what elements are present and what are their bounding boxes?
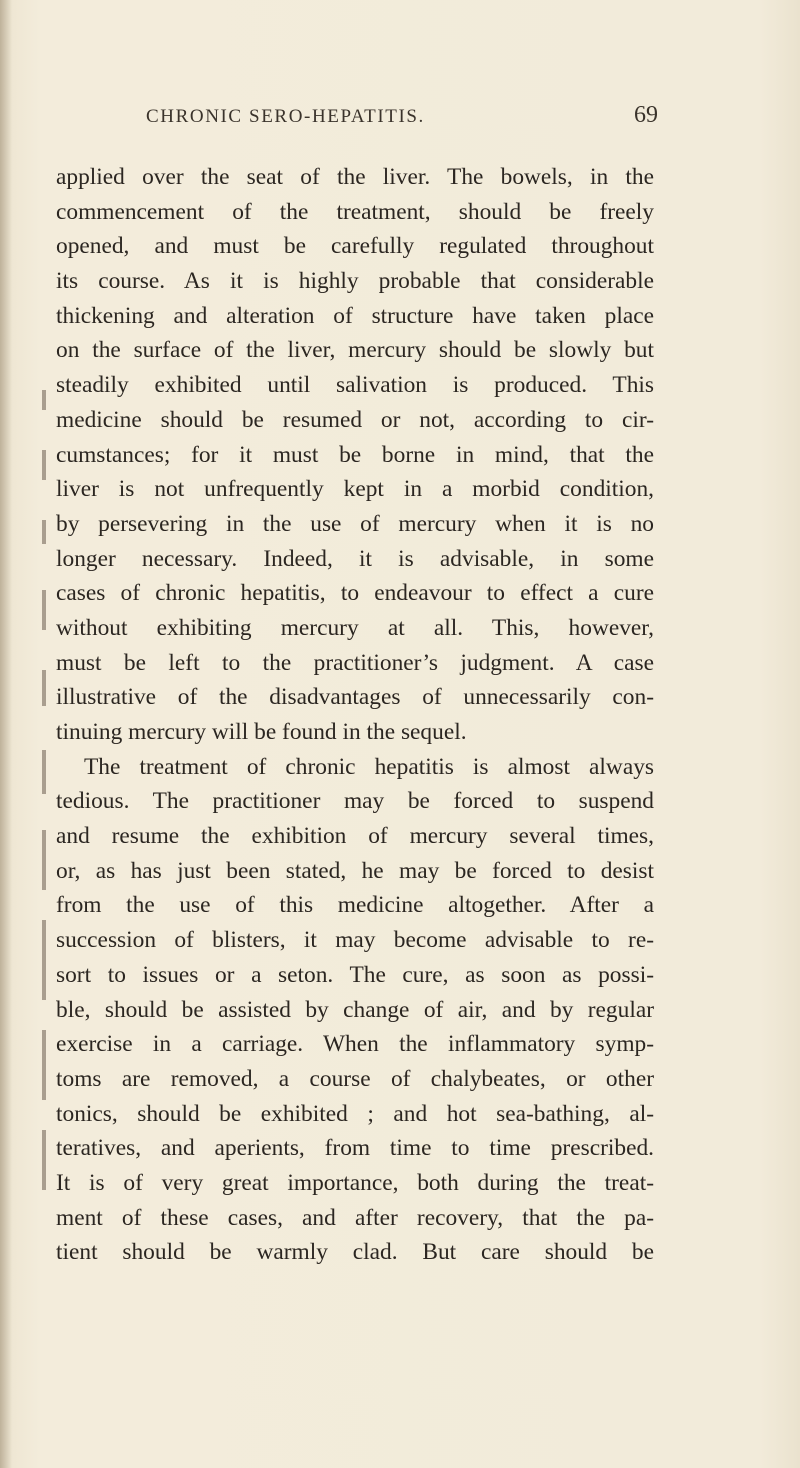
text-line: tedious. The practitioner may be forced to suspend bbox=[56, 788, 654, 815]
edge-mark bbox=[42, 450, 46, 480]
text-line: longer necessary. Indeed, it is advisable, in some bbox=[56, 545, 654, 572]
text-line: from the use of this medicine altogether. After a bbox=[56, 892, 654, 919]
text-line: medicine should be resumed or not, according to cir- bbox=[56, 406, 654, 433]
text-line: ble, should be assisted by change of air, and by regular bbox=[56, 996, 654, 1023]
text-line: cumstances; for it must be borne in mind, that the bbox=[56, 441, 654, 468]
edge-mark bbox=[42, 670, 46, 706]
edge-mark bbox=[42, 920, 46, 1000]
text-line: tient should be warmly clad. But care should be bbox=[56, 1239, 654, 1266]
edge-mark bbox=[42, 520, 46, 544]
text-line: by persevering in the use of mercury when it is no bbox=[56, 510, 654, 537]
text-line: succession of blisters, it may become advisable to re- bbox=[56, 927, 654, 954]
page-number: 69 bbox=[634, 102, 658, 128]
edge-mark bbox=[42, 830, 46, 890]
text-line: ment of these cases, and after recovery, that the pa- bbox=[56, 1204, 654, 1231]
paragraph-first-line: The treatment of chronic hepatitis is almost always bbox=[84, 753, 654, 780]
text-line: commencement of the treatment, should be freely bbox=[56, 198, 654, 225]
text-line: It is of very great importance, both during the treat- bbox=[56, 1169, 654, 1196]
edge-mark bbox=[42, 390, 46, 410]
text-line: tinuing mercury will be found in the sequel. bbox=[56, 719, 467, 745]
text-line: exercise in a carriage. When the inflammatory symp- bbox=[56, 1031, 654, 1058]
text-line: thickening and alteration of structure have taken place bbox=[56, 302, 654, 329]
edge-mark bbox=[42, 590, 46, 630]
edge-mark bbox=[42, 1130, 46, 1190]
text-line: cases of chronic hepatitis, to endeavour to effect a cure bbox=[56, 580, 654, 607]
body-text bbox=[56, 160, 654, 1270]
text-line: toms are removed, a course of chalybeates, or other bbox=[56, 1065, 654, 1092]
text-line: sort to issues or a seton. The cure, as soon as possi- bbox=[56, 961, 654, 988]
text-line: its course. As it is highly probable that considerable bbox=[56, 268, 654, 295]
text-line: liver is not unfrequently kept in a morbid condition, bbox=[56, 476, 654, 503]
edge-mark bbox=[42, 750, 46, 794]
text-line: without exhibiting mercury at all. This, however, bbox=[56, 614, 654, 641]
text-line: opened, and must be carefully regulated throughout bbox=[56, 233, 654, 260]
text-line: and resume the exhibition of mercury several times, bbox=[56, 823, 654, 850]
edge-mark bbox=[42, 1030, 46, 1100]
page-header bbox=[0, 102, 800, 146]
text-line: tonics, should be exhibited ; and hot sea-bathing, al- bbox=[56, 1100, 654, 1127]
text-line: must be left to the practitioner’s judgment. A case bbox=[56, 649, 654, 676]
text-line: applied over the seat of the liver. The bowels, in the bbox=[56, 164, 654, 190]
running-head: CHRONIC SERO-HEPATITIS. bbox=[146, 106, 425, 127]
text-line: on the surface of the liver, mercury should be slowly but bbox=[56, 337, 654, 364]
text-line: steadily exhibited until salivation is produced. This bbox=[56, 372, 654, 399]
text-line: illustrative of the disadvantages of unnecessarily con- bbox=[56, 684, 654, 711]
binding-edge-marks bbox=[42, 390, 56, 1290]
binding-gutter-shadow bbox=[0, 0, 12, 1468]
text-line: teratives, and aperients, from time to time prescribed. bbox=[56, 1135, 654, 1162]
text-line: or, as has just been stated, he may be forced to desist bbox=[56, 857, 654, 884]
